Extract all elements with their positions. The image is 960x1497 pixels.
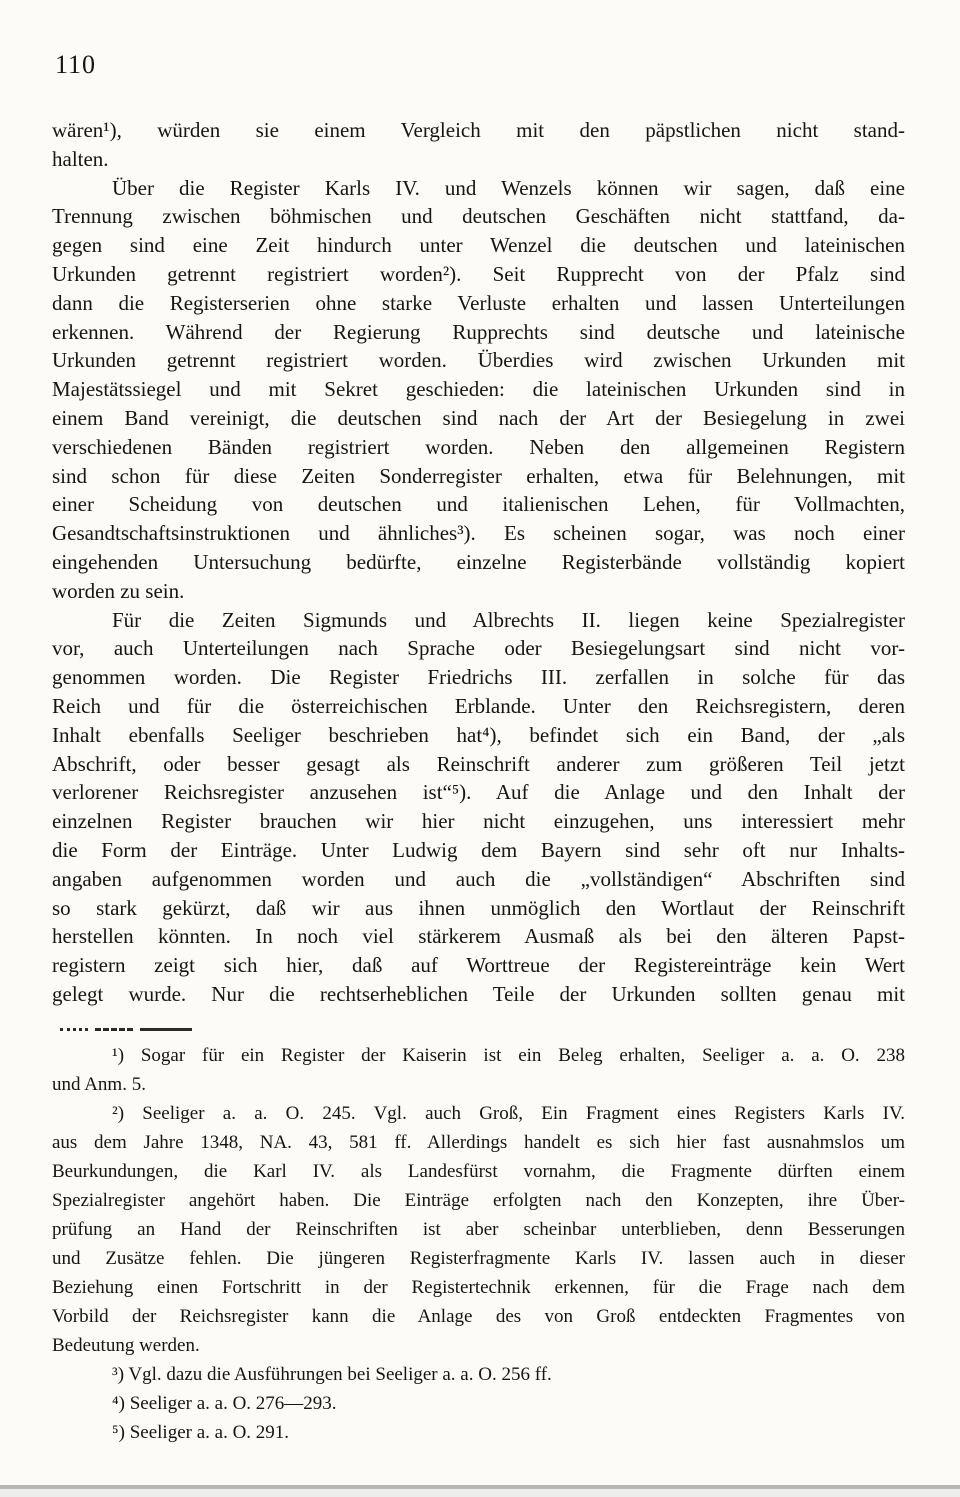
text-line: Trennung zwischen böhmischen und deutschen Geschäften nicht stattfand, da- (52, 204, 905, 229)
text-line: sind schon für diese Zeiten Sonderregister erhalten, etwa für Belehnungen, mit (52, 463, 905, 488)
text-line: eingehenden Untersuchung bedürfte, einzelne Registerbände vollständig kopiert (52, 549, 905, 574)
footnote-separator (60, 1027, 192, 1032)
text-line: aus dem Jahre 1348, NA. 43, 581 ff. Allerdings handelt es sich hier fast ausnahmslos um (52, 1132, 905, 1153)
scan-edge-bottom (0, 1485, 960, 1497)
text-line: wären¹), würden sie einem Vergleich mit den päpstlichen nicht stand- (52, 118, 905, 142)
separator-dash-segment (95, 1028, 133, 1031)
text-line: und Anm. 5. (52, 1074, 146, 1095)
text-line: registern zeigt sich hier, daß auf Worttreue der Registereinträge kein Wert (52, 953, 905, 978)
text-line: verlorener Reichsregister anzusehen ist“⁵). Auf die Anlage und den Inhalt der (52, 780, 905, 805)
text-line: Beurkundungen, die Karl IV. als Landesfürst vornahm, die Fragmente dürften einem (52, 1161, 905, 1182)
text-line: Beziehung einen Fortschritt in der Registertechnik erkennen, für die Frage nach dem (52, 1277, 905, 1298)
paragraph (52, 174, 905, 606)
text-line: angaben aufgenommen worden und auch die „vollständigen“ Abschriften sind (52, 866, 905, 891)
text-line: Gesandtschaftsinstruktionen und ähnliches³). Es scheinen sogar, was noch einer (52, 521, 905, 546)
text-line: ⁴) Seeliger a. a. O. 276—293. (112, 1393, 337, 1414)
footnote (52, 1418, 905, 1447)
text-line: worden zu sein. (52, 578, 185, 603)
text-line: Über die Register Karls IV. und Wenzels können wir sagen, daß eine (112, 175, 905, 200)
separator-solid-segment (140, 1028, 192, 1031)
separator-dots-segment (60, 1028, 88, 1031)
text-line: ³) Vgl. dazu die Ausführungen bei Seeliger a. a. O. 256 ff. (112, 1364, 552, 1385)
footnotes (52, 1041, 905, 1447)
text-line: genommen worden. Die Register Friedrichs III. zerfallen in solche für das (52, 665, 905, 690)
text-line: Reich und für die österreichischen Erblande. Unter den Reichsregistern, deren (52, 693, 905, 718)
text-line: gegen sind eine Zeit hindurch unter Wenzel die deutschen und lateinischen (52, 233, 905, 258)
text-line: ²) Seeliger a. a. O. 245. Vgl. auch Groß, Ein Fragment eines Registers Karls IV. (112, 1103, 905, 1124)
paragraph (52, 606, 905, 1009)
text-line: vor, auch Unterteilungen nach Sprache oder Besiegelungsart sind nicht vor- (52, 636, 905, 661)
footnote (52, 1041, 905, 1099)
footnote (52, 1360, 905, 1389)
text-line: ⁵) Seeliger a. a. O. 291. (112, 1422, 290, 1443)
text-line: so stark gekürzt, daß wir aus ihnen unmöglich den Wortlaut der Reinschrift (52, 895, 905, 920)
text-line: einem Band vereinigt, die deutschen sind nach der Art der Besiegelung in zwei (52, 405, 905, 430)
text-line: halten. (52, 146, 109, 171)
page-number: 110 (55, 50, 97, 79)
footnote (52, 1389, 905, 1418)
text-line: prüfung an Hand der Reinschriften ist aber scheinbar unterblieben, denn Besserungen (52, 1219, 905, 1240)
text-line: Vorbild der Reichsregister kann die Anlage des von Groß entdeckten Fragmentes von (52, 1306, 905, 1327)
text-line: herstellen könnten. In noch viel stärkerem Ausmaß als bei den älteren Papst- (52, 924, 905, 949)
text-line: ¹) Sogar für ein Register der Kaiserin ist ein Beleg erhalten, Seeliger a. a. O. 238 (112, 1045, 905, 1066)
text-line: Urkunden getrennt registriert worden. Überdies wird zwischen Urkunden mit (52, 348, 905, 373)
text-line: die Form der Einträge. Unter Ludwig dem Bayern sind sehr oft nur Inhalts- (52, 837, 905, 862)
footnote (52, 1099, 905, 1360)
text-line: Urkunden getrennt registriert worden²). Seit Rupprecht von der Pfalz sind (52, 261, 905, 286)
text-line: verschiedenen Bänden registriert worden. Neben den allgemeinen Registern (52, 434, 905, 459)
text-line: Spezialregister angehört haben. Die Einträge erfolgten nach den Konzepten, ihre Über- (52, 1190, 905, 1211)
text-line: dann die Registerserien ohne starke Verluste erhalten und lassen Unterteilungen (52, 290, 905, 315)
text-line: gelegt wurde. Nur die rechtserheblichen Teile der Urkunden sollten genau mit (52, 981, 905, 1006)
text-line: Bedeutung werden. (52, 1335, 200, 1356)
text-line: Abschrift, oder besser gesagt als Reinschrift anderer zum größeren Teil jetzt (52, 751, 905, 776)
text-line: einzelnen Register brauchen wir hier nicht einzugehen, uns interessiert mehr (52, 809, 905, 834)
text-line: Majestätssiegel und mit Sekret geschieden: die lateinischen Urkunden sind in (52, 377, 905, 402)
text-line: und Zusätze fehlen. Die jüngeren Registerfragmente Karls IV. lassen auch in dieser (52, 1248, 905, 1269)
text-line: erkennen. Während der Regierung Rupprechts sind deutsche und lateinische (52, 319, 905, 344)
main-text (52, 116, 905, 1009)
text-line: Für die Zeiten Sigmunds und Albrechts II. liegen keine Spezialregister (112, 607, 905, 632)
text-line: einer Scheidung von deutschen und italienischen Lehen, für Vollmachten, (52, 492, 905, 517)
paragraph (52, 116, 905, 174)
text-line: Inhalt ebenfalls Seeliger beschrieben hat⁴), befindet sich ein Band, der „als (52, 722, 905, 747)
